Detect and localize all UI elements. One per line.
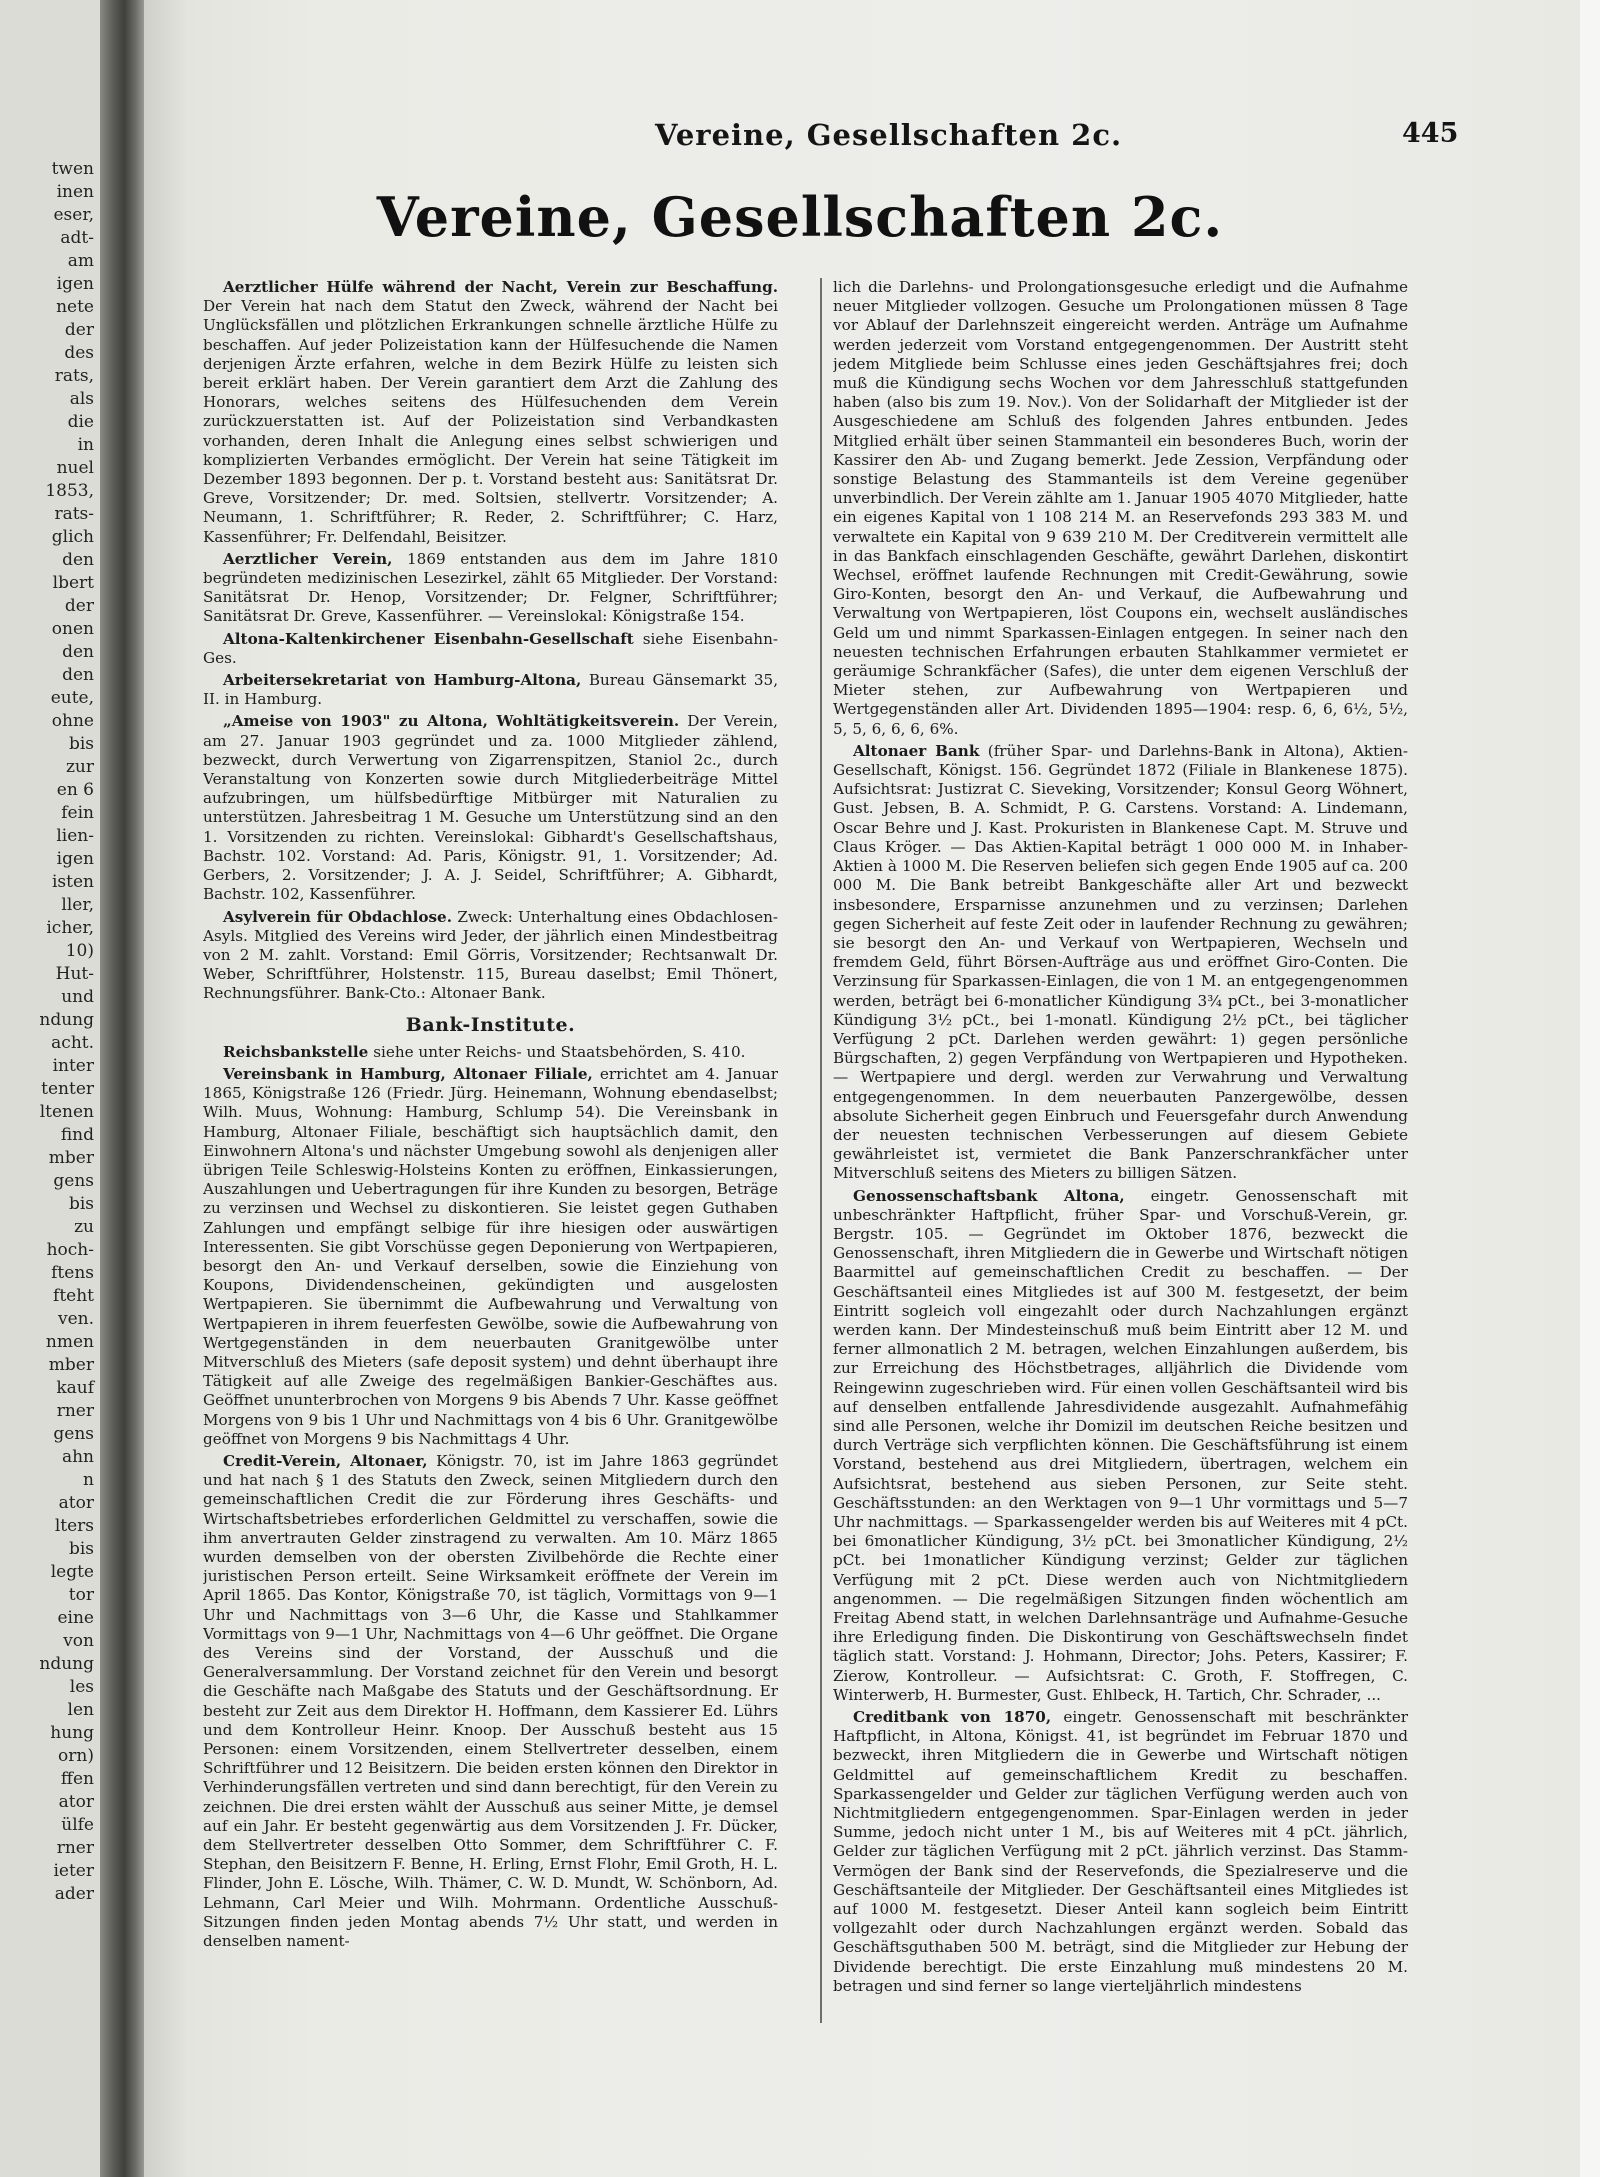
adjacent-page-fragment: 10) [65, 941, 94, 961]
directory-entry [203, 630, 778, 668]
directory-entry [833, 1187, 1408, 1705]
adjacent-page-fragment: tor [68, 1585, 94, 1605]
directory-entry [833, 1708, 1408, 1996]
entry-text: eingetr. Genossenschaft mit beschränkter Haftpflicht, in Altona, Königst. 41, ist begründet im Februar 1870 und bezweckt, ihren Mitgliedern die in Gewerbe und Wirtschaft nötigen Geldmittel auf gemeinschaftlichem Kredit zu beschaffen. Sparkassengelder und Gelder zur täglichen Verfügung werden auch von Nichtmitgliedern entgegengenommen. Spar-Einlagen werden in jeder Summe, jedoch nicht unter 1 M., bis auf Weiteres mit 4 pCt. jährlich, Gelder zur täglichen Verfügung mit 2 pCt. jährlich verzinst. Das Stamm-Vermögen der Bank sind der Reservefonds, die Spezialreserve und die Geschäftsanteile der Mitglieder. Der Geschäftsanteil eines Mitgliedes ist auf 1000 M. festgesetzt. Dieser Anteil kann sogleich beim Eintritt vollgezahlt oder durch Nachzahlungen ergänzt werden. Sobald das Geschäftsguthaben 500 M. beträgt, sind die Mitglieder zur Hebung der Dividende berechtigt. Die erste Einzahlung muß mindestens 20 M. betragen und sind ferner so lange vierteljährlich mindestens [833, 1708, 1408, 1995]
entry-heading: Altonaer Bank [853, 741, 980, 760]
entry-heading: Arbeitersekretariat von Hamburg-Altona, [223, 671, 582, 690]
adjacent-page-fragment: acht. [51, 1033, 94, 1053]
adjacent-page-fragment: ffen [60, 1769, 94, 1789]
adjacent-page-fragment: ülfe [61, 1815, 94, 1835]
book-binding [100, 0, 144, 2177]
adjacent-page-fragment: en 6 [56, 780, 94, 800]
adjacent-page-fragment: igen [56, 274, 94, 294]
adjacent-page-fragment: lters [54, 1516, 94, 1536]
adjacent-page-fragment: ahn [61, 1447, 94, 1467]
adjacent-page-fragment: rats- [54, 504, 94, 524]
entry-heading: Reichsbankstelle [223, 1042, 369, 1061]
entry-text: Zweck: Unterhaltung eines Obdachlosen-Asyls. Mitglied des Vereins wird Jeder, der jährlich einen Mindestbeitrag von 2 M. zahlt. Vorstand: Emil Görris, Vorsitzender; Rechtsanwalt Dr. Weber, Schriftführer, Holstenstr. 115, Bureau daselbst; Emil Thönert, Rechnungsführer. Bank-Cto.: Altonaer Bank. [203, 907, 778, 1003]
entry-text: 1869 entstanden aus dem im Jahre 1810 begründeten medizinischen Lesezirkel, zählt 65 Mitglieder. Der Vorstand: Sanitätsrat Dr. Henop, Vorsitzender; Dr. Felgner, Schriftführer; Sanitätsrat Dr. Greve, Kassenführer. — Vereinslokal: Königstraße 154. [203, 549, 778, 626]
adjacent-page-fragment: ator [58, 1493, 94, 1513]
page-title: Vereine, Gesellschaften 2c. [376, 185, 1224, 249]
adjacent-page-fragment: nete [56, 297, 94, 317]
directory-entry [833, 742, 1408, 1184]
adjacent-page-fragment: twen [51, 159, 94, 179]
adjacent-page-fragment: icher, [46, 918, 94, 938]
entry-text: Bureau Gänsemarkt 35, II. in Hamburg. [203, 671, 778, 709]
entry-text: Königstr. 70, ist im Jahre 1863 gegründet und hat nach § 1 des Statuts den Zweck, seinen Mitgliedern durch den gemeinschaftlichen Credit die zur Förderung ihres Geschäfts- und Wirtschaftsbetriebes erforderlichen Geldmittel zu verschaffen, sowie die ihm anvertrauten Gelder zinstragend zu verwalten. Am 10. März 1865 wurden demselben von der obersten Zivilbehörde die Rechte einer juristischen Person erteilt. Seine Wirksamkeit eröffnete der Verein im April 1865. Das Kontor, Königstraße 70, ist täglich, Vormittags von 9—1 Uhr und Nachmittags von 3—6 Uhr, die Kasse und Stahlkammer Vormittags von 9—1 Uhr, Nachmittags von 4—6 Uhr geöffnet. Die Organe des Vereins sind der Vorstand, der Ausschuß und die Generalversammlung. Der Vorstand zeichnet für den Verein und besorgt die Geschäfte nach Maßgabe des Statuts und der Geschäftsordnung. Er besteht zur Zeit aus dem Direktor H. Hoffmann, dem Kassierer Ed. Lührs und dem Kontrolleur Heinr. Knoop. Der Ausschuß besteht aus 15 Personen: einem Vorsitzenden, einem Stellvertreter desselben, einem Schriftführer und 12 Beisitzern. Die beiden ersten können den Direktor in Verhinderungsfällen vertreten und sind dann berechtigt, für den Verein zu zeichnen. Die drei ersten wählt der Ausschuß aus seiner Mitte, je demsel auf ein Jahr. Er besteht gegenwärtig aus dem Vorsitzenden J. Fr. Dücker, dem Stellvertreter desselben Otto Sommer, dem Schriftführer C. F. Stephan, den Beisitzern F. Benne, H. Erling, Ernst Flohr, Emil Groth, H. L. Flinder, John E. Lösche, Wilh. Thämer, C. W. D. Mundt, W. Schönborn, Ad. Lehmann, Carl Meier und Wilh. Mohrmann. Ordentliche Ausschuß-Sitzungen finden jeden Montag abends 7½ Uhr statt, und werden in denselben nament- [203, 1451, 778, 1951]
adjacent-page-fragment: nuel [56, 458, 94, 478]
entry-heading: Credit-Verein, Altonaer, [223, 1451, 428, 1470]
adjacent-page-fragment: rats, [54, 366, 94, 386]
adjacent-page-fragment: in [77, 435, 94, 455]
entry-text: eingetr. Genossenschaft mit unbeschränkter Haftpflicht, früher Spar- und Vorschuß-Verein, gr. Bergstr. 105. — Gegründet im Oktober 1876, bezweckt die Genossenschaft, ihren Mitgliedern die in Gewerbe und Wirtschaft nötigen Baarmittel auf gemeinschaftlichen Credit zu beschaffen. — Der Geschäftsanteil eines Mitgliedes ist auf 300 M. festgesetzt, der beim Eintritt sogleich voll eingezahlt oder durch Nachzahlungen ergänzt werden kann. Der Mindesteinschuß muß beim Eintritt aber 12 M. und ferner allmonatlich 2 M. betragen, welchen Einzahlungen außerdem, bis zur Erreichung des Höchstbetrages, alljährlich die Dividende vom Reingewinn zugeschrieben wird. Für einen vollen Geschäftsanteil wird bis auf denselben entfallende Jahresdividende ausgezahlt. Aufnahmefähig sind alle Personen, welche ihr Domizil im deutschen Reiche besitzen und durch Verträge sich verpflichten können. Die Geschäftsführung ist einem Vorstand, bestehend aus drei Mitgliedern, übertragen, welchem ein Aufsichtsrat, bestehend aus sieben Personen, zur Seite steht. Geschäftsstunden: an den Werktagen von 9—1 Uhr vormittags und 5—7 Uhr nachmittags. — Sparkassengelder werden bis auf Weiteres mit 4 pCt. bei 6monatlicher Kündigung, 3½ pCt. bei 3monatlicher Kündigung, 2½ pCt. bei 1monatlicher Kündigung verzinst; Gelder zur täglichen Verfügung mit 2 pCt. Diese werden auch von Nichtmitgliedern angenommen. — Die regelmäßigen Sitzungen finden wöchentlich am Freitag Abend statt, in welchen Darlehnsanträge und Aufnahme-Gesuche ihre Erledigung finden. Die Diskontirung von Geschäftswechseln findet täglich statt. Vorstand: J. Hohmann, Director; Johs. Peters, Kassirer; F. Zierow, Kontrolleur. — Aufsichtsrat: C. Groth, F. Stoffregen, C. Winterwerb, H. Burmester, Gust. Ehlbeck, H. Tartich, Chr. Schrader, ... [833, 1186, 1408, 1704]
directory-entry [203, 1043, 778, 1062]
adjacent-page-fragment: find [60, 1125, 94, 1145]
adjacent-page-fragment: ltenen [39, 1102, 94, 1122]
page-margin [1580, 0, 1600, 2177]
entry-text: lich die Darlehns- und Prolongationsgesuche erledigt und die Aufnahme neuer Mitglieder vollzogen. Gesuche um Prolongationen müssen 8 Tage vor Ablauf der Darlehnszeit eingereicht werden. Anträge um Aufnahme werden jederzeit vom Vorstand entgegengenommen. Der Austritt steht jedem Mitgliede beim Schlusse eines jeden Geschäftsjahres frei; doch muß die Kündigung sechs Wochen vor dem Jahresschluß stattgefunden haben (also bis zum 19. Nov.). Von der Solidarhaft der Mitglieder ist der Ausgeschiedene am Schluß des folgenden Jahres entbunden. Jedes Mitglied erhält über seinen Stammanteil ein besonderes Buch, worin der Kassirer den Ab- und Zugang bemerkt. Jede Zession, Verpfändung oder sonstige Belastung des Stammanteils ist dem Vereine gegenüber unverbindlich. Der Verein zählte am 1. Januar 1905 4070 Mitglieder, hatte ein eigenes Kapital von 1 108 214 M. an Reservefonds 293 383 M. und verwaltete ein Kapital von 9 639 210 M. Der Creditverein vermittelt alle in das Bankfach einschlagenden Geschäfte, gewährt Darlehen, diskontirt Wechsel, eröffnet laufende Rechnungen mit Credit-Gewährung, sowie Giro-Konten, besorgt den An- und Verkauf, die Aufbewahrung und Verwaltung von Wertpapieren, löst Coupons ein, wechselt ausländisches Geld um und nimmt Sparkassen-Einlagen entgegen. In seiner nach den neuesten technischen Erfahrungen erbauten Stahlkammer vermietet er geräumige Schrankfächer (Safes), die unter dem eigenen Verschluß der Mieter stehen, zur Aufbewahrung von Wertpapieren und Wertgegenständen aller Art. Dividenden 1895—1904: resp. 6, 6, 6½, 5½, 5, 5, 6, 6, 6, 6%. [833, 278, 1408, 738]
section-heading: Bank-Institute. [405, 1013, 576, 1036]
adjacent-page-fragment: inter [52, 1056, 94, 1076]
adjacent-page-fragment: eser, [53, 205, 94, 225]
adjacent-page-fragment: les [69, 1677, 94, 1697]
adjacent-page-fragment: hoch- [46, 1240, 94, 1260]
adjacent-page-fragment: bis [68, 1539, 94, 1559]
entry-heading: Aerztlicher Hülfe während der Nacht, Verein zur Beschaffung. [223, 278, 778, 296]
adjacent-page-fragment: den [62, 642, 94, 662]
adjacent-page-fragment: onen [51, 619, 94, 639]
adjacent-page-fragment: len [67, 1700, 94, 1720]
adjacent-page-fragment: orn) [58, 1746, 94, 1766]
adjacent-page-fragment: igen [56, 849, 94, 869]
entry-text: siehe unter Reichs- und Staatsbehörden, S. 410. [373, 1042, 746, 1061]
adjacent-page-fragment: Hut- [55, 964, 94, 984]
adjacent-page-fragment: fein [61, 803, 94, 823]
entry-text: Der Verein, am 27. Januar 1903 gegründet und za. 1000 Mitglieder zählend, bezweckt, durch Verwertung von Zigarrenspitzen, Staniol 2c., durch Veranstaltung von Konzerten sowie durch Mitgliederbeiträge Mittel aufzubringen, um hülfsbedürftige Mitbürger mit Naturalien zu unterstützen. Jahresbeitrag 1 M. Gesuche um Unterstützung sind an den 1. Vorsitzenden zu richten. Vereinslokal: Gibhardt's Gesellschaftshaus, Bachstr. 102. Vorstand: Ad. Paris, Königstr. 91, 1. Vorsitzender; Ad. Gerbers, 2. Vorsitzender; J. A. J. Seidel, Schriftführer; A. Gibhardt, Bachstr. 102, Kassenführer. [203, 712, 778, 904]
entry-heading: Vereinsbank in Hamburg, Altonaer Filiale, [223, 1064, 593, 1083]
adjacent-page-fragment: n [83, 1470, 94, 1490]
adjacent-page-fragment: tenter [41, 1079, 94, 1099]
directory-entry [833, 278, 1408, 739]
entry-heading: „Ameise von 1903" zu Altona, Wohltätigkeitsverein. [223, 712, 680, 731]
directory-entry [203, 671, 778, 709]
adjacent-page-fragment: von [63, 1631, 94, 1651]
directory-entry [203, 908, 778, 1004]
adjacent-page-fragment: den [62, 550, 94, 570]
adjacent-page-fragment: fteht [53, 1286, 94, 1306]
adjacent-page-fragment: inen [56, 182, 94, 202]
entry-text: (früher Spar- und Darlehns-Bank in Altona), Aktien-Gesellschaft, Königst. 156. Gegründet 1872 (Filiale in Blankenese 1875). Aufsichtsrat: Justizrat C. Sieveking, Vorsitzender; Konsul Georg Wöhnert, Gust. Jebsen, B. A. Schmidt, P. G. Carstens. Vorstand: A. Lindemann, Oscar Behre und J. Kast. Prokuristen in Blankenese Capt. M. Struve und Claus Kröger. — Das Aktien-Kapital beträgt 1 000 000 M. in Inhaber-Aktien à 1000 M. Die Reserven beliefen sich gegen Ende 1905 auf ca. 200 000 M. Die Bank betreibt Bankgeschäfte aller Art und bezweckt insbesondere, Ersparnisse anzunehmen und zu verzinsen; Darlehen gegen Sicherheit auf feste Zeit oder in laufender Rechnung zu gewähren; sie besorgt den An- und Verkauf von Wertpapieren, Wechseln und fremdem Geld, führt Börsen-Aufträge aus und eröffnet Giro-Conten. Die Verzinsung für Sparkassen-Einlagen, die von 1 M. an entgegengenommen werden, beträgt bei 6-monatlicher Kündigung 3¾ pCt., bei 3-monatlicher Kündigung 3½ pCt., bei 1-monatl. Kündigung 2½ pCt., bei täglicher Verfügung 2 pCt. Darlehen werden gewährt: 1) gegen persönliche Bürgschaften, 2) gegen Verpfändung von Wertpapieren und Hypotheken. — Wertpapiere und dergl. werden zur Verwahrung und Verwaltung entgegengenommen. In dem neuerbauten Panzergewölbe, dessen absolute Sicherheit gegen Einbruch und Feuersgefahr durch Anwendung der neuesten technischen Verbesserungen auf diesem Gebiete gewährleistet ist, vermietet die Bank Panzerschrankfächer unter Mitverschluß seitens des Mieters zu billigen Sätzen. [833, 741, 1408, 1183]
adjacent-page-fragment: eine [57, 1608, 94, 1628]
adjacent-page-fragment: isten [51, 872, 94, 892]
adjacent-page-edge [0, 0, 100, 2177]
adjacent-page-fragment: rner [56, 1838, 94, 1858]
entry-text: Der Verein hat nach dem Statut den Zweck, während der Nacht bei Unglücksfällen und plötzlichen Erkrankungen schnelle ärztliche Hülfe zu beschaffen. Auf jeder Polizeistation kann der Hülfesuchende die Namen derjenigen Ärzte erfahren, welche in dem Bezirk Hülfe zu leisten sich bereit erklärt haben. Der Verein garantiert dem Arzt die Zahlung des Honorars, welches seitens des Hülfesuchenden dem Verein zurückzuerstatten ist. Auf der Polizeistation sind Verbandkasten vorhanden, deren Inhalt die Anlegung eines selbst schwierigen und komplizierten Verbandes ermöglicht. Der Verein hat seine Tätigkeit im Dezember 1893 begonnen. Der p. t. Vorstand besteht aus: Sanitätsrat Dr. Greve, Vorsitzender; Dr. med. Soltsien, stellvertr. Vorsitzender; A. Neumann, 1. Schriftführer; R. Reder, 2. Schriftführer; C. Harz, Kassenführer; Fr. Delfendahl, Beisitzer. [203, 297, 778, 546]
adjacent-page-fragment: ator [58, 1792, 94, 1812]
adjacent-page-fragment: und [61, 987, 94, 1007]
adjacent-page-fragment: legte [50, 1562, 94, 1582]
adjacent-page-fragment: bis [68, 734, 94, 754]
adjacent-page-fragment: ieter [53, 1861, 94, 1881]
directory-entry [203, 550, 778, 627]
adjacent-page-fragment: kauf [56, 1378, 94, 1398]
right-column [833, 278, 1408, 2038]
adjacent-page-fragment: als [69, 389, 94, 409]
column-divider [820, 278, 822, 2023]
directory-entry [203, 1065, 778, 1449]
directory-entry [203, 278, 778, 547]
entry-heading: Genossenschaftsbank Altona, [853, 1186, 1125, 1205]
page-number: 445 [1402, 118, 1459, 149]
adjacent-page-fragment: ller, [61, 895, 94, 915]
adjacent-page-fragment: ftens [51, 1263, 94, 1283]
entry-heading: Altona-Kaltenkirchener Eisenbahn-Gesellschaft [223, 629, 634, 648]
adjacent-page-fragment: eute, [50, 688, 94, 708]
adjacent-page-fragment: des [64, 343, 94, 363]
adjacent-page-fragment: rner [56, 1401, 94, 1421]
left-column [203, 278, 778, 2038]
adjacent-page-fragment: am [67, 251, 94, 271]
adjacent-page-fragment: ndung [39, 1010, 94, 1030]
adjacent-page-fragment: der [64, 320, 94, 340]
adjacent-page-fragment: ven. [57, 1309, 94, 1329]
adjacent-page-fragment: lbert [52, 573, 94, 593]
entry-heading: Asylverein für Obdachlose. [223, 907, 453, 926]
adjacent-page-fragment: mber [48, 1148, 94, 1168]
adjacent-page-fragment: gens [53, 1171, 94, 1191]
adjacent-page-fragment: den [62, 665, 94, 685]
adjacent-page-fragment: nmen [45, 1332, 94, 1352]
entry-heading: Creditbank von 1870, [853, 1708, 1052, 1727]
adjacent-page-fragment: mber [48, 1355, 94, 1375]
entry-text: errichtet am 4. Januar 1865, Königstraße 126 (Friedr. Jürg. Heinemann, Wohnung ebendaselbst; Wilh. Muus, Wohnung: Hamburg, Schlump 54). Die Vereinsbank in Hamburg, Altonaer Filiale, beschäftigt sich hauptsächlich damit, den Einwohnern Altona's und nächster Umgebung sowohl als denjenigen aller übrigen Teile Schleswig-Holsteins Konten zu eröffnen, Einkassierungen, Auszahlungen und Uebertragungen für ihre Kunden zu besorgen, Beträge zu verzinsen und Wechsel zu diskontieren. Sie leistet gegen Guthaben Zahlungen und empfängt selbige für ihre hiesigen oder auswärtigen Interessenten. Sie gibt Vorschüsse gegen Deponierung von Wertpapieren, besorgt den An- und Verkauf derselben, sowie die Einziehung von Koupons, Dividendenscheinen, gekündigten und ausgelosten Wertpapieren. Sie übernimmt die Aufbewahrung und Verwaltung von Wertpapieren in ihrem feuerfesten Gewölbe, sowie die Aufbewahrung von Wertgegenständen in dem neuerbauten Granitgewölbe unter Mitverschluß des Mieters (safe deposit system) und dehnt überhaupt ihre Tätigkeit auf alle Zweige des regelmäßigen Bankier-Geschäftes aus. Geöffnet ununterbrochen von Morgens 9 bis Abends 7 Uhr. Kasse geöffnet Morgens von 9 bis 1 Uhr und Nachmittags von 4 bis 6 Uhr. Granitgewölbe geöffnet von Morgens 9 bis Nachmittags 4 Uhr. [203, 1064, 778, 1448]
adjacent-page-fragment: zu [74, 1217, 94, 1237]
running-head: Vereine, Gesellschaften 2c. [655, 118, 1123, 152]
adjacent-page-fragment: ndung [39, 1654, 94, 1674]
adjacent-page-fragment: ohne [51, 711, 94, 731]
adjacent-page-fragment: adt- [60, 228, 94, 248]
adjacent-page-fragment: lien- [56, 826, 94, 846]
entry-text: siehe Eisenbahn-Ges. [203, 629, 778, 667]
adjacent-page-fragment: bis [68, 1194, 94, 1214]
adjacent-page-fragment: zur [65, 757, 94, 777]
adjacent-page-fragment: 1853, [45, 481, 94, 501]
adjacent-page-fragment: hung [50, 1723, 94, 1743]
adjacent-page-fragment: der [64, 596, 94, 616]
entry-heading: Aerztlicher Verein, [223, 549, 393, 568]
directory-entry [203, 712, 778, 904]
adjacent-page-fragment: die [67, 412, 94, 432]
adjacent-page-fragment: ader [54, 1884, 94, 1904]
adjacent-page-fragment: gens [53, 1424, 94, 1444]
adjacent-page-fragment: glich [51, 527, 94, 547]
directory-entry [203, 1452, 778, 1951]
